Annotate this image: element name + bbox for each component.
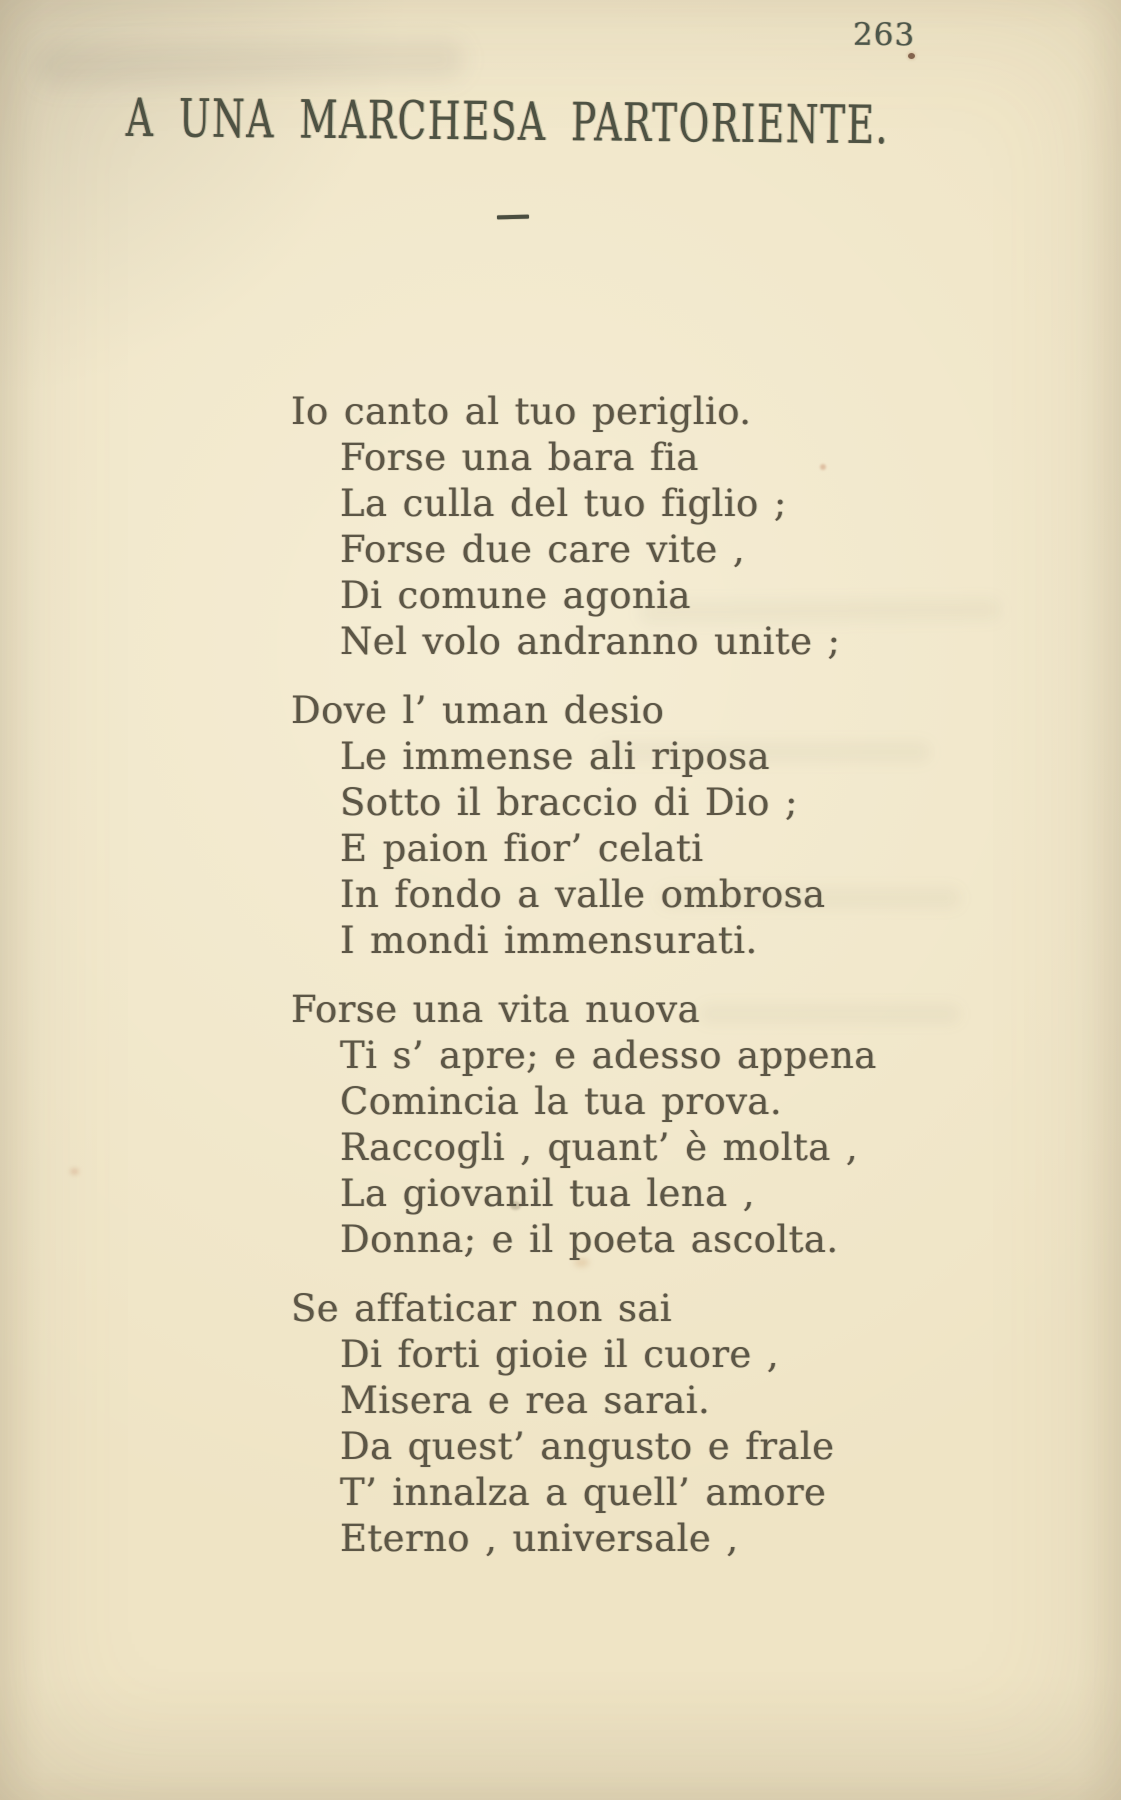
poem-line: La culla del tuo figlio ; — [340, 482, 787, 525]
poem-stanza — [291, 389, 877, 665]
poem-line: T’ innalza a quell’ amore — [340, 1471, 827, 1514]
poem-line: La giovanil tua lena , — [340, 1172, 755, 1215]
poem-line: E paion fior’ celati — [340, 827, 704, 870]
poem-line: Di forti gioie il cuore , — [340, 1333, 780, 1376]
poem-stanza — [291, 688, 877, 964]
poem-line: Forse una bara fia — [340, 436, 699, 479]
poem-line: Le immense ali riposa — [340, 735, 771, 778]
poem-line: Misera e rea sarai. — [340, 1379, 711, 1422]
poem-line: Dove l’ uman desio — [291, 689, 665, 732]
poem-line: I mondi immensurati. — [340, 919, 758, 962]
poem-stanza — [291, 987, 877, 1263]
title-divider-rule — [497, 215, 529, 220]
poem-line: In fondo a valle ombrosa — [340, 873, 826, 916]
poem-line: Raccogli , quant’ è molta , — [340, 1126, 859, 1169]
paper-streak — [35, 38, 466, 87]
poem-line: Forse una vita nuova — [291, 988, 701, 1031]
poem-line: Di comune agonia — [340, 574, 691, 617]
poem-line: Se affaticar non sai — [291, 1287, 673, 1330]
poem-stanza — [291, 1286, 877, 1562]
poem-line: Sotto il braccio di Dio ; — [340, 781, 798, 824]
poem-line: Eterno , universale , — [340, 1517, 739, 1560]
poem-line: Da quest’ angusto e frale — [340, 1425, 835, 1468]
poem-line: Nel volo andranno unite ; — [340, 620, 841, 663]
poem-title: A UNA MARCHESA PARTORIENTE. — [125, 87, 890, 157]
poem-line: Ti s’ apre; e adesso appena — [340, 1034, 877, 1077]
poem — [291, 389, 877, 1562]
poem-line: Comincia la tua prova. — [340, 1080, 783, 1123]
poem-line: Io canto al tuo periglio. — [291, 390, 752, 433]
page-number: 263 — [852, 16, 916, 54]
poem-line: Forse due care vite , — [340, 528, 745, 571]
paper-stain — [908, 53, 915, 59]
paper-stain — [70, 1168, 79, 1175]
poem-line: Donna; e il poeta ascolta. — [340, 1218, 839, 1261]
